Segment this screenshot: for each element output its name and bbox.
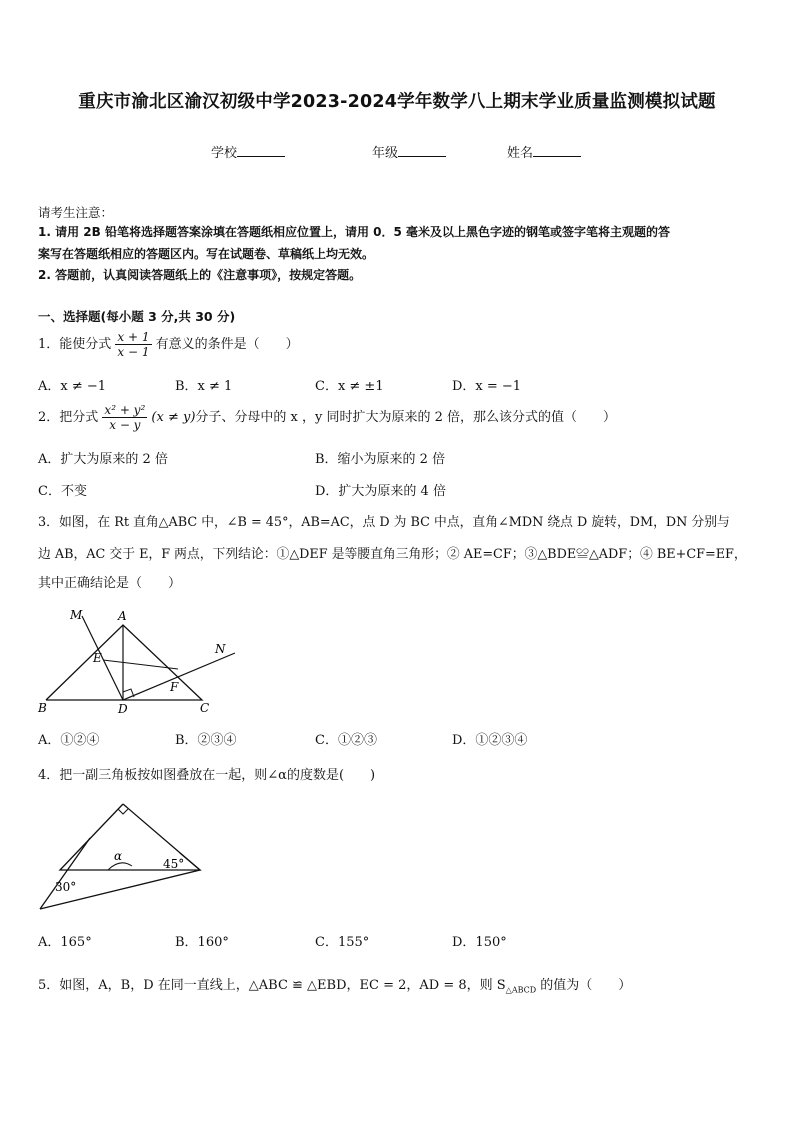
grade-blank [398,145,446,157]
q5-suffix: 的值为（ ） [536,978,632,993]
q4-alpha-arc [108,863,132,870]
q4-right-angle-mark [118,809,128,814]
q2-condition: (x ≠ y) [151,410,196,425]
q1-option-a[interactable]: A．x ≠ −1 [38,379,107,394]
q3-option-c[interactable]: C．①②③ [315,733,377,748]
q3-option-a[interactable]: A．①②④ [38,733,100,748]
q1-option-c[interactable]: C．x ≠ ±1 [315,379,384,394]
name-blank [533,145,581,157]
q2-denominator: x − y [109,418,141,432]
q3-label-a: A [118,609,127,623]
question-2 [38,403,616,432]
question-4: 4．把一副三角板按如图叠放在一起，则∠α的度数是( ) [38,768,376,783]
school-label: 学校 [211,146,238,161]
q3-label-c: C [200,701,210,715]
q3-ray-dm [82,616,123,700]
q2-option-c[interactable]: C．不变 [38,484,87,499]
q3-label-n: N [215,642,226,656]
q3-line-2: 边 AB，AC 交于 E，F 两点，下列结论：①△DEF 是等腰直角三角形；② AE=CF；③△BDE≌△ADF；④ BE+CF=EF， [38,547,747,562]
page-title: 重庆市渝北区渝汉初级中学2023-2024学年数学八上期末学业质量监测模拟试题 [78,92,716,112]
q3-line-3: 其中正确结论是（ ） [38,576,182,591]
q4-figure [30,798,215,916]
name-field [507,142,581,161]
q2-suffix: 分子、分母中的 x ，y 同时扩大为原来的 2 倍，那么该分式的值（ ） [195,410,617,425]
q5-text: 5．如图，A，B，D 在同一直线上，△ABC ≌ △EBD，EC = 2，AD = 8，则 S [38,978,506,993]
school-field [211,142,285,161]
q1-option-d[interactable]: D．x = −1 [452,379,522,394]
school-blank [237,145,285,157]
q5-subscript: △ABCD [505,985,537,995]
q2-numerator: x² + y² [104,403,146,417]
q3-line-1: 3．如图，在 Rt 直角△ABC 中，∠B = 45°，AB=AC，点 D 为 BC 中点，直角∠MDN 绕点 D 旋转，DM，DN 分别与 [38,515,730,530]
q4-option-d[interactable]: D．150° [452,935,507,950]
q4-label-alpha: α [114,849,123,863]
q4-option-a[interactable]: A．165° [38,935,92,950]
q2-option-a[interactable]: A．扩大为原来的 2 倍 [38,452,168,467]
grade-label: 年级 [372,146,399,161]
q2-option-d[interactable]: D．扩大为原来的 4 倍 [315,484,446,499]
q2-option-b[interactable]: B．缩小为原来的 2 倍 [315,452,446,467]
notice-heading: 请考生注意： [38,205,114,220]
q1-fraction [115,330,151,359]
q4-label-30: 30° [55,880,77,894]
notice-line-1a: 1. 请用 2B 铅笔将选择题答案涂填在答题纸相应位置上，请用 0．5 毫米及以上黑色字迹的钢笔或签字笔将主观题的答 [38,225,670,239]
q3-option-b[interactable]: B．②③④ [175,733,237,748]
q3-segment-ef [103,660,178,669]
q3-label-f: F [170,680,179,694]
question-5 [38,974,631,995]
q3-label-m: M [70,608,83,622]
q3-label-e: E [93,651,102,665]
q3-ray-dn [123,653,235,700]
q4-option-c[interactable]: C．155° [315,935,370,950]
q4-option-b[interactable]: B．160° [175,935,229,950]
q2-fraction [102,403,147,432]
grade-field [372,142,446,161]
notice-line-2: 2. 答题前，认真阅读答题纸上的《注意事项》，按规定答题。 [38,268,362,282]
q3-label-b: B [38,701,47,715]
q4-label-45: 45° [163,857,185,871]
q1-denominator: x − 1 [117,345,150,359]
name-label: 姓名 [507,146,534,161]
question-1 [38,330,299,359]
q1-numerator: x + 1 [117,330,150,344]
q1-option-b[interactable]: B．x ≠ 1 [175,379,233,394]
notice-line-1b: 案写在答题纸相应的答题区内。写在试题卷、草稿纸上均无效。 [38,247,375,261]
q3-option-d[interactable]: D．①②③④ [452,733,528,748]
q1-suffix: 有意义的条件是（ ） [155,337,299,352]
q1-prefix: 1．能使分式 [38,337,112,352]
section-heading: 一、选择题(每小题 3 分,共 30 分) [38,309,236,324]
q2-prefix: 2．把分式 [38,410,99,425]
q3-label-d: D [118,702,128,716]
q3-figure [30,600,250,720]
